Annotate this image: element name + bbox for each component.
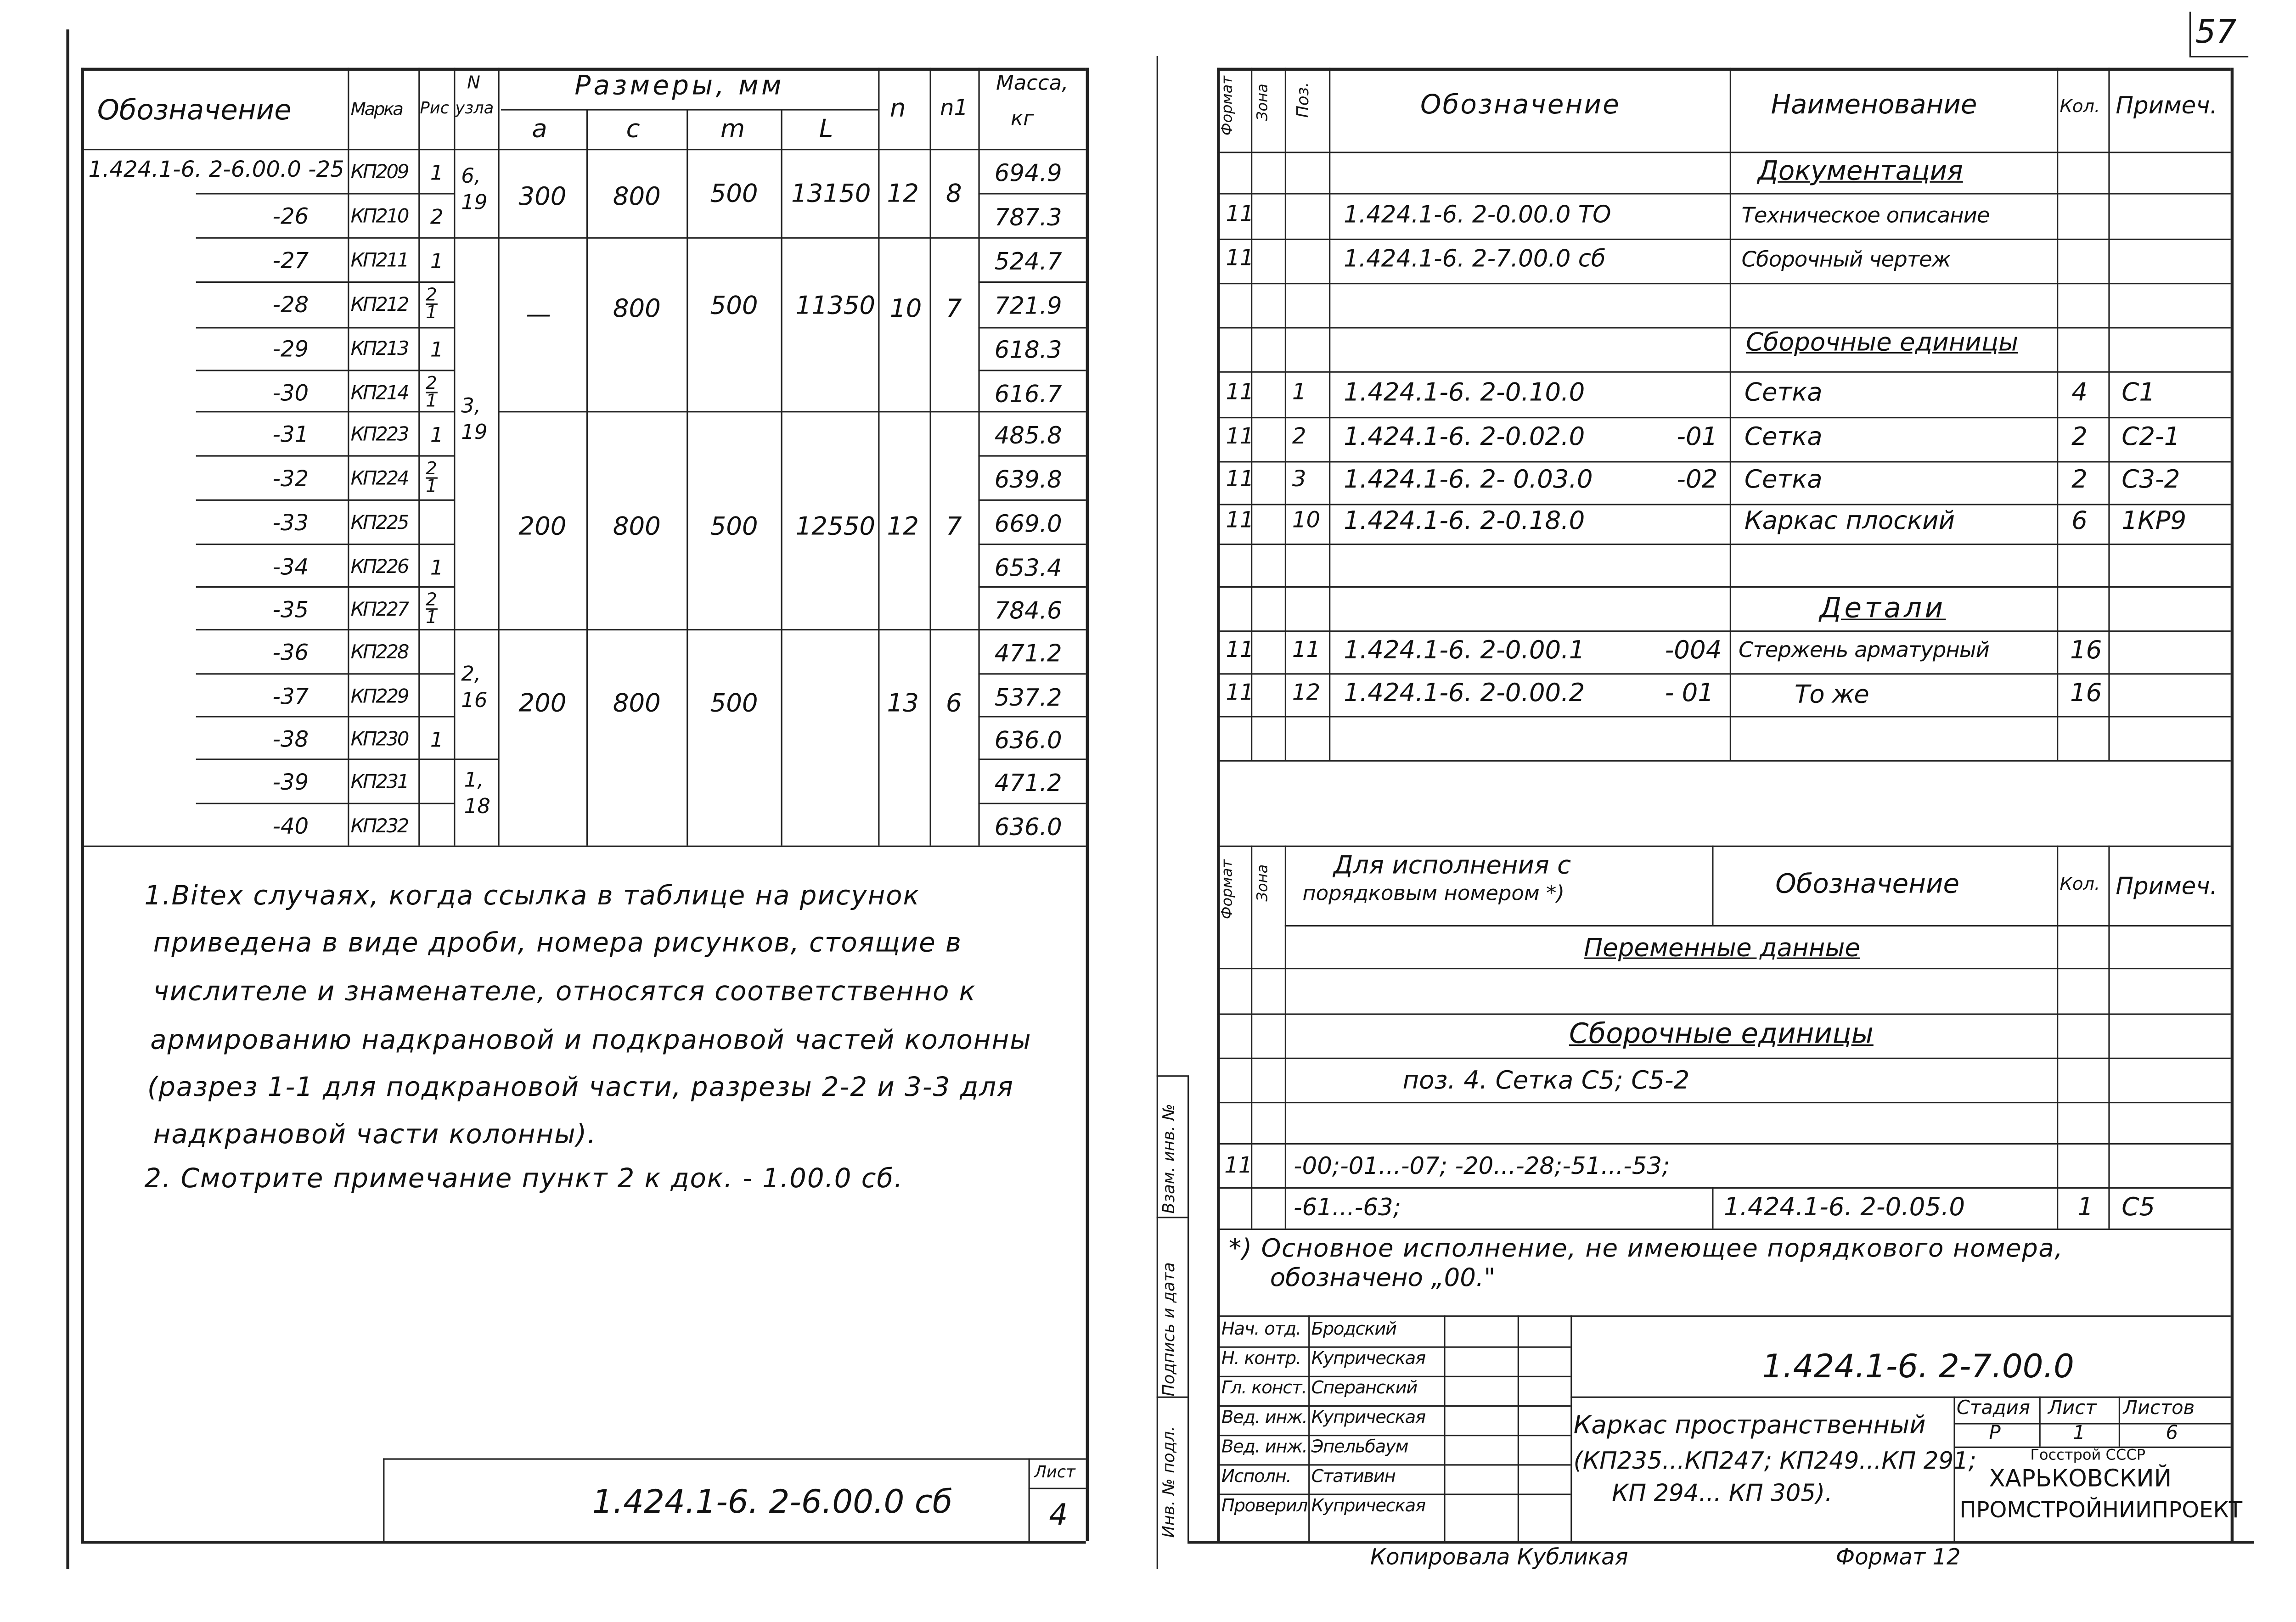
a-group-3: 200 — [518, 512, 567, 542]
node-group-5: 1, 18 — [464, 769, 490, 819]
spec-row-line — [1217, 630, 2230, 632]
fig-denominator: 1 — [426, 302, 437, 323]
unit-row-suffix: -01 — [1677, 422, 1718, 453]
unit-row-qty: 6 — [2071, 506, 2088, 536]
n-group-4: 13 — [887, 689, 919, 719]
row-mark: КП232 — [350, 816, 408, 838]
section-assembly-units: Сборочные единицы — [1746, 328, 2019, 358]
detail-row-name: То же — [1794, 680, 1869, 710]
fig-numerator: 2 — [426, 589, 437, 610]
row-mark: КП210 — [350, 206, 408, 229]
doc-row-name: Сборочный чертеж — [1741, 249, 1951, 273]
footnote-line-1: *) Основное исполнение, не имеющее порядкового номера, — [1228, 1234, 2064, 1264]
row-mark: КП223 — [350, 424, 408, 447]
spec-row-line — [1217, 283, 2230, 284]
spec-row-line — [1217, 371, 2230, 373]
stamp-sheet-number: 4 — [1049, 1496, 1068, 1532]
org-line-3: ПРОМСТРОЙНИИПРОЕКТ — [1959, 1496, 2243, 1523]
row-mass: 537.2 — [994, 683, 1062, 712]
var-header-designation: Обозначение — [1775, 869, 1960, 900]
unit-row-designation: 1.424.1-6. 2-0.10.0 — [1344, 378, 1585, 408]
unit-row-pos: 3 — [1292, 465, 1306, 492]
row-mass: 618.3 — [994, 336, 1062, 364]
row-designation: -26 — [272, 203, 309, 230]
signer-role: Нач. отд. — [1221, 1318, 1301, 1339]
n-group-1: 12 — [887, 180, 919, 209]
header-node: узла — [455, 98, 494, 118]
stage-label: Стадия — [1956, 1398, 2030, 1420]
unit-row-note: С3-2 — [2122, 465, 2180, 495]
unit-row-pos: 1 — [1292, 378, 1306, 405]
L-group-2: 11350 — [795, 292, 876, 321]
sheets-label: Листов — [2123, 1398, 2195, 1420]
a-group-1: 300 — [518, 182, 567, 213]
header-mark: Марка — [350, 98, 402, 119]
fig-denominator: 1 — [426, 606, 437, 628]
header-zone: Зона — [1255, 84, 1272, 121]
signer-name: Бродский — [1311, 1318, 1396, 1339]
doc-row-designation: 1.424.1-6. 2-0.00.0 ТО — [1344, 200, 1611, 229]
row-designation: -39 — [272, 769, 309, 796]
unit-row-qty: 4 — [2071, 378, 2088, 408]
header-c: c — [626, 115, 640, 145]
copied-by: Копировала Кубликая — [1370, 1543, 1628, 1571]
c-group-2: 800 — [613, 294, 661, 324]
unit-row-format: 11 — [1226, 465, 1254, 492]
row-mark: КП231 — [350, 772, 408, 794]
signer-role: Вед. инж. — [1221, 1436, 1307, 1457]
row-fig: 1 — [430, 424, 444, 448]
row-designation: -34 — [272, 554, 309, 581]
row-mass: 636.0 — [994, 813, 1062, 842]
header-m: m — [720, 115, 745, 145]
unit-row-name: Каркас плоский — [1744, 506, 1955, 536]
var-position: поз. 4. Сетка С5; С5-2 — [1402, 1066, 1690, 1096]
unit-row-designation: 1.424.1-6. 2-0.02.0 — [1344, 422, 1585, 453]
row-designation: -31 — [272, 421, 309, 448]
side-label-replace: Взам. инв. № — [1159, 1104, 1179, 1214]
node-group-3: 3, 19 — [461, 394, 488, 444]
section-documentation: Документация — [1757, 156, 1963, 187]
row-mark: КП224 — [350, 468, 408, 491]
header-sizes: Размеры, мм — [574, 71, 785, 102]
row-mark: КП214 — [350, 383, 408, 405]
row-mass: 639.8 — [994, 465, 1062, 494]
signer-name: Сперанский — [1311, 1377, 1418, 1398]
row-mass: 653.4 — [994, 554, 1062, 582]
n1-group-3: 7 — [945, 512, 962, 542]
row-designation: -37 — [272, 683, 309, 710]
row-mass: 524.7 — [994, 247, 1062, 275]
spec-row-line — [1217, 544, 2230, 545]
c-group-4: 800 — [613, 689, 661, 719]
header-name: Наименование — [1771, 90, 1977, 121]
unit-row-designation: 1.424.1-6. 2- 0.03.0 — [1344, 465, 1593, 495]
row-fig-fraction — [426, 458, 437, 496]
unit-row-pos: 10 — [1292, 506, 1321, 533]
m-group-4: 500 — [710, 689, 758, 719]
page-number-top: 57 — [2195, 15, 2237, 52]
fig-numerator: 2 — [426, 372, 437, 393]
row-fig: 1 — [430, 250, 444, 274]
row-mass: 616.7 — [994, 380, 1062, 408]
row-designation: -29 — [272, 336, 309, 363]
row-designation: -27 — [272, 247, 309, 274]
note-line: 2. Смотрите примечание пункт 2 к док. - 1.00.0 сб. — [144, 1163, 904, 1195]
var-designation: 1.424.1-6. 2-0.05.0 — [1723, 1193, 1965, 1223]
row-mark: КП212 — [350, 294, 408, 317]
row-mass: 784.6 — [994, 596, 1062, 625]
row-mark: КП229 — [350, 686, 408, 709]
row-fig-fraction — [426, 589, 437, 628]
row-fig-fraction — [426, 372, 437, 411]
unit-row-suffix: -02 — [1677, 465, 1718, 495]
unit-row-format: 11 — [1226, 506, 1254, 533]
spec-row-line — [1217, 239, 2230, 240]
row-mass: 636.0 — [994, 726, 1062, 754]
var-note: С5 — [2122, 1193, 2155, 1223]
side-label-sign: Подпись и дата — [1159, 1262, 1179, 1397]
c-group-3: 800 — [613, 512, 661, 542]
a-group-4: 200 — [518, 689, 567, 719]
row-mass: 471.2 — [994, 639, 1062, 668]
row-designation: -33 — [272, 510, 309, 536]
side-label-inv: Инв. № подл. — [1159, 1426, 1179, 1538]
spec-row-line — [1217, 504, 2230, 505]
row-fig: 1 — [430, 556, 444, 581]
var-exec-1: -00;-01...-07; -20...-28;-51...-53; — [1294, 1152, 1670, 1180]
unit-row-format: 11 — [1226, 378, 1254, 405]
row-mark: КП226 — [350, 556, 408, 579]
var-exec-2: -61...-63; — [1294, 1193, 1401, 1221]
row-designation: -36 — [272, 639, 309, 666]
unit-row-qty: 2 — [2071, 422, 2088, 453]
title-line-3: КП 294... КП 305). — [1612, 1479, 1833, 1507]
header-designation-r: Обозначение — [1420, 90, 1621, 121]
signer-name: Куприческая — [1311, 1495, 1425, 1516]
detail-row-qty: 16 — [2070, 636, 2102, 666]
n1-group-1: 8 — [945, 180, 962, 209]
row-designation: -28 — [272, 292, 309, 319]
n-group-2: 10 — [889, 294, 922, 324]
stamp-code: 1.424.1-6. 2-6.00.0 сб — [592, 1485, 953, 1522]
title-line-2: (КП235...КП247; КП249...КП 291; — [1573, 1446, 1977, 1475]
spec-row-line — [1217, 673, 2230, 674]
row-fig: 2 — [430, 206, 444, 230]
detail-row-designation: 1.424.1-6. 2-0.00.1 — [1344, 636, 1585, 666]
header-mass-unit: кг — [1011, 107, 1034, 131]
unit-row-pos: 2 — [1292, 422, 1306, 449]
section-details: Детали — [1819, 592, 1946, 625]
var-header-qty: Кол. — [2060, 873, 2100, 894]
sheets-value: 6 — [2166, 1423, 2178, 1445]
row-mass: 694.9 — [994, 159, 1062, 187]
stamp-sheet-label: Лист — [1034, 1463, 1075, 1482]
unit-row-qty: 2 — [2071, 465, 2088, 495]
header-fig: Рис — [420, 98, 450, 118]
fig-numerator: 2 — [426, 284, 437, 305]
note-line: 1.Вitex случаях, когда ссылка в таблице на рисунок — [144, 881, 920, 912]
row-fig: 1 — [430, 162, 444, 186]
spec-row-line — [1217, 586, 2230, 588]
fig-denominator: 1 — [426, 390, 437, 411]
row-mark: КП209 — [350, 162, 408, 185]
m-group-1: 500 — [710, 180, 758, 209]
header-n: n — [889, 94, 906, 124]
signer-role: Проверил — [1221, 1495, 1307, 1516]
signer-role: Гл. конст. — [1221, 1377, 1307, 1398]
var-format: 11 — [1224, 1152, 1253, 1179]
row-mark: КП227 — [350, 599, 408, 622]
L-group-3: 12550 — [795, 512, 876, 542]
row-fig: 1 — [430, 729, 444, 753]
fig-numerator: 2 — [426, 458, 437, 479]
signer-name: Стативин — [1311, 1465, 1396, 1487]
signer-role: Н. контр. — [1221, 1347, 1301, 1369]
var-section-title: Переменные данные — [1584, 934, 1860, 964]
var-header-exec-1: Для исполнения с — [1333, 851, 1571, 881]
var-header-zone: Зона — [1255, 864, 1272, 902]
spec-row-line — [1217, 193, 2230, 194]
row-mark: КП225 — [350, 512, 408, 535]
row-designation: -35 — [272, 596, 309, 623]
row-mark: КП228 — [350, 642, 408, 665]
note-line: (разрез 1-1 для подкрановой части, разрезы 2-2 и 3-3 для — [147, 1072, 1014, 1104]
var-header-note: Примеч. — [2116, 872, 2217, 900]
detail-row-pos: 11 — [1292, 636, 1321, 663]
detail-row-format: 11 — [1226, 679, 1254, 706]
row-mass: 471.2 — [994, 769, 1062, 797]
org-line-2: ХАРЬКОВСКИЙ — [1989, 1464, 2172, 1493]
unit-row-note: С1 — [2122, 378, 2155, 408]
L-group-1: 13150 — [791, 180, 871, 209]
detail-row-qty: 16 — [2070, 679, 2102, 709]
header-qty: Кол. — [2060, 95, 2100, 117]
row-fig: 1 — [430, 338, 444, 363]
row-designation: -38 — [272, 726, 309, 753]
var-header-exec-2: порядковым номером *) — [1302, 882, 1565, 906]
header-designation: Обозначение — [97, 94, 292, 127]
row-designation: -30 — [272, 380, 309, 407]
detail-row-name: Стержень арматурный — [1739, 639, 1989, 663]
header-note: Примеч. — [2116, 91, 2217, 119]
doc-row-format: 11 — [1226, 244, 1254, 271]
note-line: приведена в виде дроби, номера рисунков, стоящие в — [153, 928, 962, 959]
row-designation: -32 — [272, 465, 309, 492]
spec-row-line — [1217, 716, 2230, 717]
detail-row-format: 11 — [1226, 636, 1254, 663]
row-mark: КП230 — [350, 729, 408, 752]
signer-name: Куприческая — [1311, 1407, 1425, 1428]
footnote-line-2: обозначено „00." — [1270, 1263, 1496, 1294]
doc-row-name: Техническое описание — [1741, 204, 1990, 229]
header-pos: Поз. — [1294, 82, 1313, 118]
row-designation: 1.424.1-6. 2-6.00.0 -25 — [88, 156, 344, 183]
var-qty: 1 — [2077, 1193, 2093, 1223]
header-mass: Масса, — [996, 72, 1069, 96]
spec-row-line — [1217, 327, 2230, 328]
c-group-1: 800 — [613, 182, 661, 213]
detail-row-suffix: - 01 — [1665, 679, 1714, 709]
row-mass: 787.3 — [994, 203, 1062, 231]
n1-group-2: 7 — [945, 294, 962, 324]
detail-row-suffix: -004 — [1665, 636, 1722, 666]
unit-row-name: Сетка — [1744, 465, 1823, 495]
m-group-2: 500 — [710, 292, 758, 321]
spec-row-line — [1217, 461, 2230, 462]
title-code: 1.424.1-6. 2-7.00.0 — [1762, 1349, 2074, 1386]
signer-name: Эпельбаум — [1311, 1436, 1408, 1457]
detail-row-designation: 1.424.1-6. 2-0.00.2 — [1344, 679, 1585, 709]
m-group-3: 500 — [710, 512, 758, 542]
header-node-no: N — [467, 72, 480, 93]
n1-group-4: 6 — [945, 689, 962, 719]
unit-row-name: Сетка — [1744, 378, 1823, 408]
unit-row-designation: 1.424.1-6. 2-0.18.0 — [1344, 506, 1585, 536]
signer-role: Вед. инж. — [1221, 1407, 1307, 1428]
header-n1: n1 — [940, 94, 968, 121]
unit-row-note: С2-1 — [2122, 422, 2180, 453]
node-group-1: 6, 19 — [461, 165, 488, 214]
note-line: числителе и знаменателе, относятся соответственно к — [153, 977, 976, 1008]
row-mark: КП213 — [350, 338, 408, 361]
row-designation: -40 — [272, 813, 309, 840]
header-format: Формат — [1220, 75, 1236, 136]
row-mass: 485.8 — [994, 421, 1062, 449]
header-L: L — [819, 115, 833, 145]
title-line-1: Каркас пространственный — [1573, 1411, 1926, 1441]
node-group-4: 2, 16 — [461, 662, 488, 713]
format-label: Формат 12 — [1835, 1543, 1961, 1571]
var-header-format: Формат — [1220, 859, 1236, 920]
header-a: a — [532, 115, 547, 145]
row-fig-fraction — [426, 284, 437, 323]
doc-row-format: 11 — [1226, 200, 1254, 227]
org-line-1: Госстрой СССР — [2030, 1448, 2146, 1465]
unit-row-note: 1КР9 — [2122, 506, 2187, 536]
var-units-title: Сборочные единицы — [1569, 1018, 1874, 1050]
signer-role: Исполн. — [1221, 1465, 1291, 1487]
note-line: армированию надкрановой и подкрановой частей колонны — [150, 1025, 1032, 1056]
signer-name: Куприческая — [1311, 1347, 1425, 1369]
n-group-3: 12 — [887, 512, 919, 542]
sheet-label: Лист — [2048, 1398, 2097, 1420]
detail-row-pos: 12 — [1292, 679, 1321, 706]
sheet-value: 1 — [2073, 1423, 2085, 1445]
spec-row-line — [1217, 417, 2230, 418]
unit-row-name: Сетка — [1744, 422, 1823, 453]
a-group-2: — — [526, 300, 551, 330]
stage-value: Р — [1989, 1423, 2001, 1445]
note-line: надкрановой части колонны). — [153, 1119, 597, 1151]
row-mark: КП211 — [350, 250, 408, 273]
row-mass: 721.9 — [994, 292, 1062, 320]
fig-denominator: 1 — [426, 475, 437, 496]
row-mass: 669.0 — [994, 510, 1062, 538]
doc-row-designation: 1.424.1-6. 2-7.00.0 сб — [1344, 244, 1606, 273]
unit-row-format: 11 — [1226, 422, 1254, 449]
